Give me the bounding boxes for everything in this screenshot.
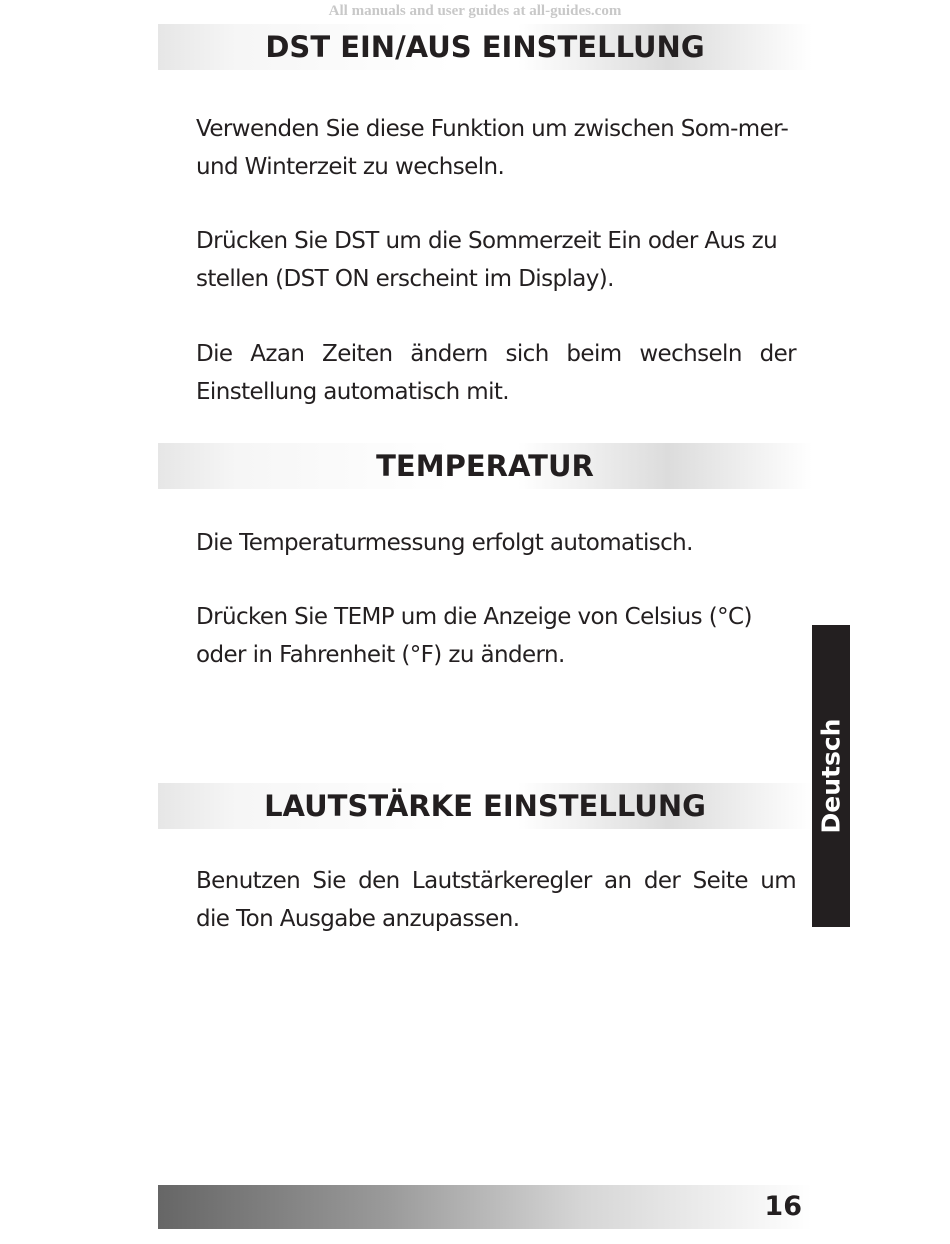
section-title-dst: DST EIN/AUS EINSTELLUNG bbox=[158, 24, 812, 70]
paragraph-temperature-auto: Die Temperaturmessung erfolgt automatisch. bbox=[196, 530, 693, 556]
section-title-volume: LAUTSTÄRKE EINSTELLUNG bbox=[158, 783, 812, 829]
paragraph-temperature-press: Drücken Sie TEMP um die Anzeige von Celsius (°C) oder in Fahrenheit (°F) zu ändern. bbox=[196, 604, 752, 668]
language-tab bbox=[812, 625, 850, 927]
paragraph-dst-press: Drücken Sie DST um die Sommerzeit Ein oder Aus zu stellen (DST ON erscheint im Display). bbox=[196, 228, 778, 292]
paragraph-dst-azan: Die Azan Zeiten ändern sich beim wechseln der Einstellung automatisch mit. bbox=[196, 341, 796, 405]
paragraph-volume: Benutzen Sie den Lautstärkeregler an der Seite um die Ton Ausgabe anzupassen. bbox=[196, 868, 796, 932]
footer-bar bbox=[158, 1185, 812, 1229]
section-title-temperature: TEMPERATUR bbox=[158, 443, 812, 489]
paragraph-dst-intro: Verwenden Sie diese Funktion um zwischen Som-mer- und Winterzeit zu wechseln. bbox=[196, 116, 789, 180]
language-tab-label: Deutsch bbox=[816, 718, 846, 834]
page-number: 16 bbox=[764, 1191, 802, 1222]
watermark: All manuals and user guides at all-guides.com bbox=[328, 3, 622, 19]
